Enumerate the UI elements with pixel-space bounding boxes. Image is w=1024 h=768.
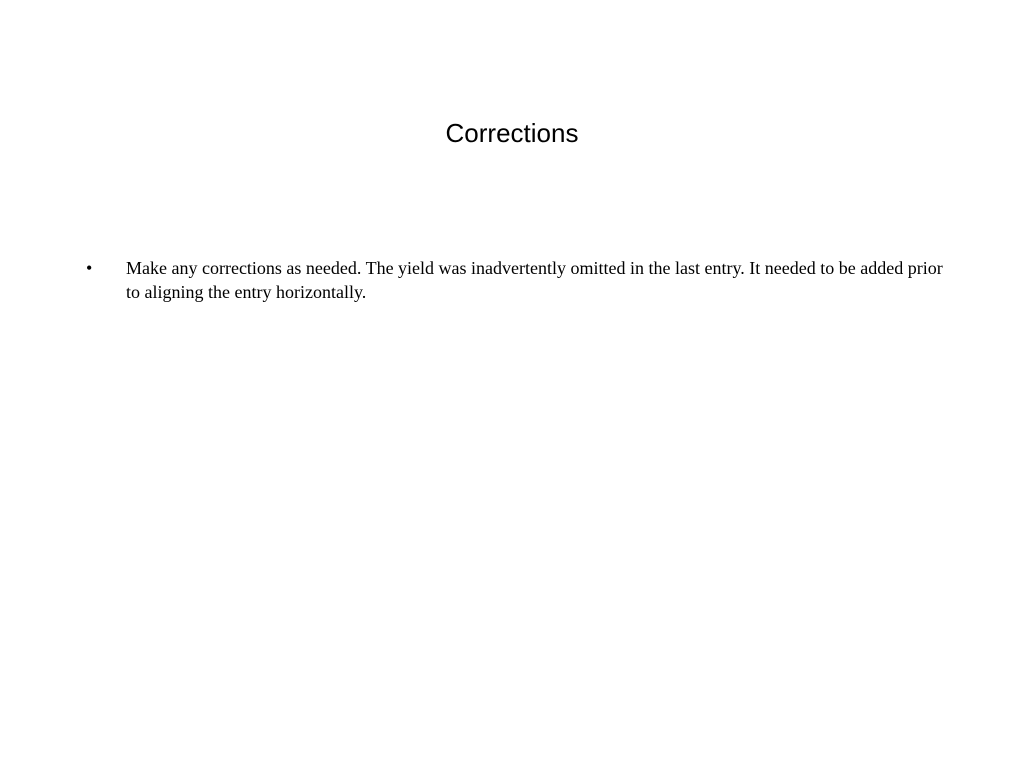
list-item: [84, 256, 944, 304]
bullet-list: [84, 256, 944, 304]
bullet-text: Make any corrections as needed. The yield was inadvertently omitted in the last entry. It needed to be added prior to aligning the entry horizontally.: [126, 258, 943, 302]
slide-title: Corrections: [445, 118, 579, 148]
bullet-marker: •: [86, 258, 93, 278]
